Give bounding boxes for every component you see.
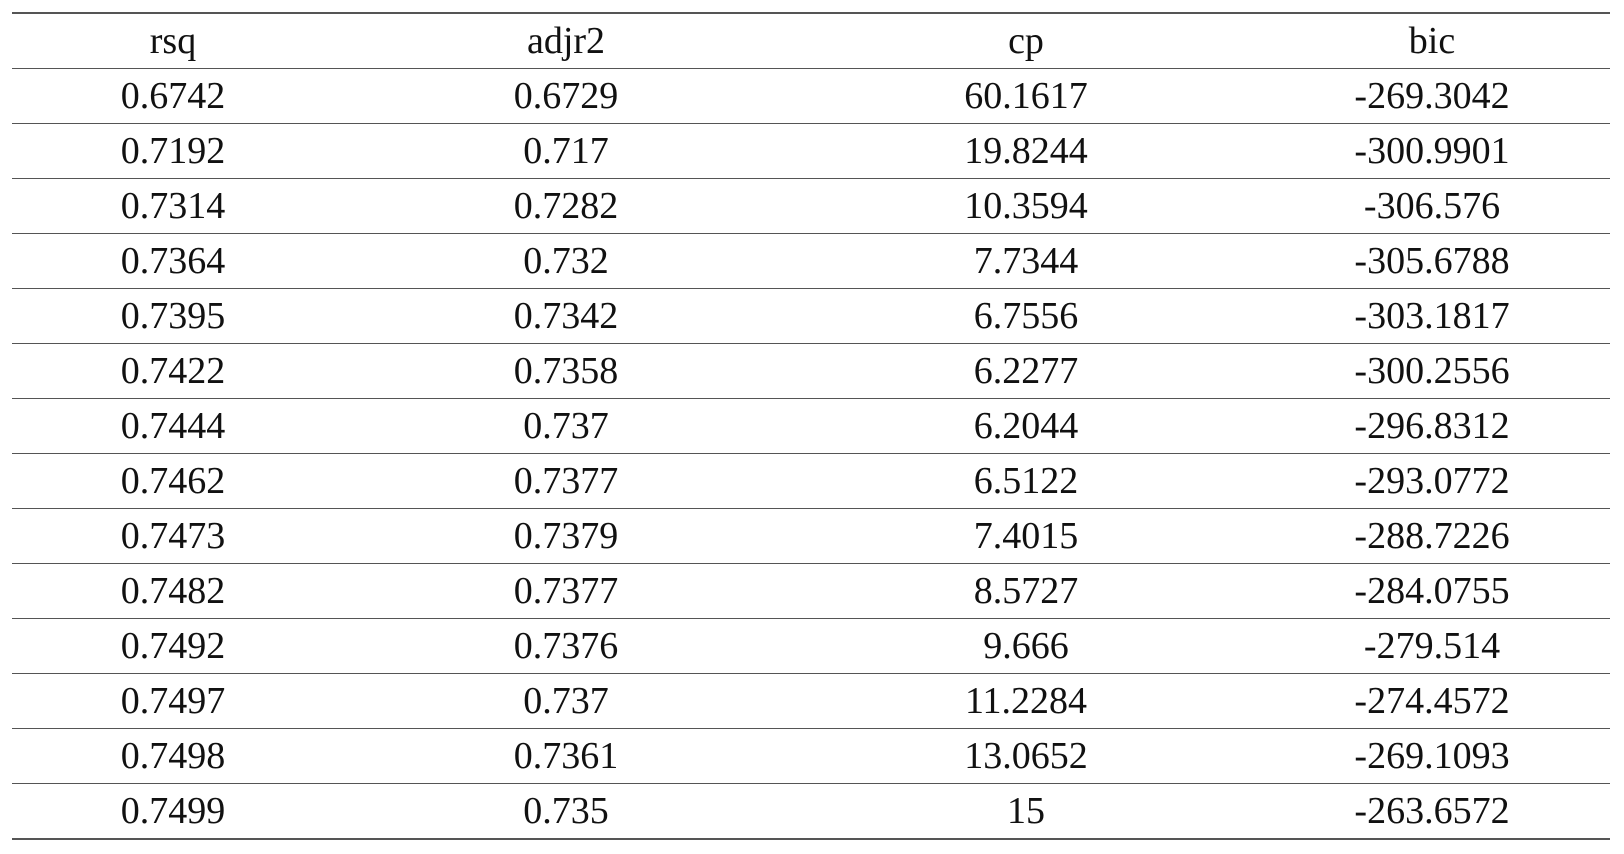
cell-rsq: 0.7395 [12,289,334,344]
cell-adjr2: 0.7376 [334,619,798,674]
cell-rsq: 0.7462 [12,454,334,509]
cell-adjr2: 0.737 [334,674,798,729]
cell-rsq: 0.7314 [12,179,334,234]
cell-rsq: 0.7482 [12,564,334,619]
cell-adjr2: 0.735 [334,784,798,840]
cell-rsq: 0.7492 [12,619,334,674]
table-row [12,69,1610,124]
table-row [12,784,1610,840]
header-row [12,13,1610,69]
cell-bic: -300.2556 [1254,344,1610,399]
cell-adjr2: 0.7361 [334,729,798,784]
cell-bic: -269.3042 [1254,69,1610,124]
cell-bic: -306.576 [1254,179,1610,234]
cell-cp: 7.4015 [798,509,1254,564]
cell-cp: 19.8244 [798,124,1254,179]
table-row [12,179,1610,234]
cell-cp: 9.666 [798,619,1254,674]
cell-bic: -269.1093 [1254,729,1610,784]
table-row [12,454,1610,509]
table-row [12,564,1610,619]
cell-adjr2: 0.717 [334,124,798,179]
cell-adjr2: 0.732 [334,234,798,289]
cell-adjr2: 0.7377 [334,564,798,619]
cell-rsq: 0.7473 [12,509,334,564]
cell-rsq: 0.7364 [12,234,334,289]
cell-bic: -293.0772 [1254,454,1610,509]
table-row [12,729,1610,784]
cell-cp: 10.3594 [798,179,1254,234]
table-header [12,13,1610,69]
cell-adjr2: 0.7377 [334,454,798,509]
cell-cp: 13.0652 [798,729,1254,784]
cell-bic: -284.0755 [1254,564,1610,619]
cell-rsq: 0.7444 [12,399,334,454]
cell-rsq: 0.7499 [12,784,334,840]
cell-bic: -263.6572 [1254,784,1610,840]
model-selection-table-container [12,12,1610,840]
table-row [12,509,1610,564]
cell-bic: -274.4572 [1254,674,1610,729]
cell-adjr2: 0.737 [334,399,798,454]
table-row [12,399,1610,454]
cell-cp: 6.5122 [798,454,1254,509]
table-body [12,69,1610,840]
cell-adjr2: 0.6729 [334,69,798,124]
cell-rsq: 0.7497 [12,674,334,729]
table-row [12,124,1610,179]
cell-bic: -303.1817 [1254,289,1610,344]
table-row [12,234,1610,289]
cell-bic: -300.9901 [1254,124,1610,179]
cell-cp: 15 [798,784,1254,840]
table-row [12,674,1610,729]
table-row [12,619,1610,674]
cell-bic: -288.7226 [1254,509,1610,564]
cell-rsq: 0.7422 [12,344,334,399]
cell-cp: 6.2277 [798,344,1254,399]
column-header-adjr2: adjr2 [334,13,798,69]
cell-cp: 7.7344 [798,234,1254,289]
cell-bic: -305.6788 [1254,234,1610,289]
table-row [12,344,1610,399]
cell-cp: 8.5727 [798,564,1254,619]
model-selection-table [12,12,1610,840]
cell-bic: -279.514 [1254,619,1610,674]
cell-adjr2: 0.7358 [334,344,798,399]
cell-adjr2: 0.7282 [334,179,798,234]
column-header-rsq: rsq [12,13,334,69]
cell-cp: 6.2044 [798,399,1254,454]
cell-rsq: 0.7192 [12,124,334,179]
table-row [12,289,1610,344]
cell-cp: 6.7556 [798,289,1254,344]
cell-rsq: 0.6742 [12,69,334,124]
column-header-cp: cp [798,13,1254,69]
cell-rsq: 0.7498 [12,729,334,784]
cell-cp: 11.2284 [798,674,1254,729]
cell-adjr2: 0.7342 [334,289,798,344]
column-header-bic: bic [1254,13,1610,69]
cell-bic: -296.8312 [1254,399,1610,454]
cell-cp: 60.1617 [798,69,1254,124]
cell-adjr2: 0.7379 [334,509,798,564]
